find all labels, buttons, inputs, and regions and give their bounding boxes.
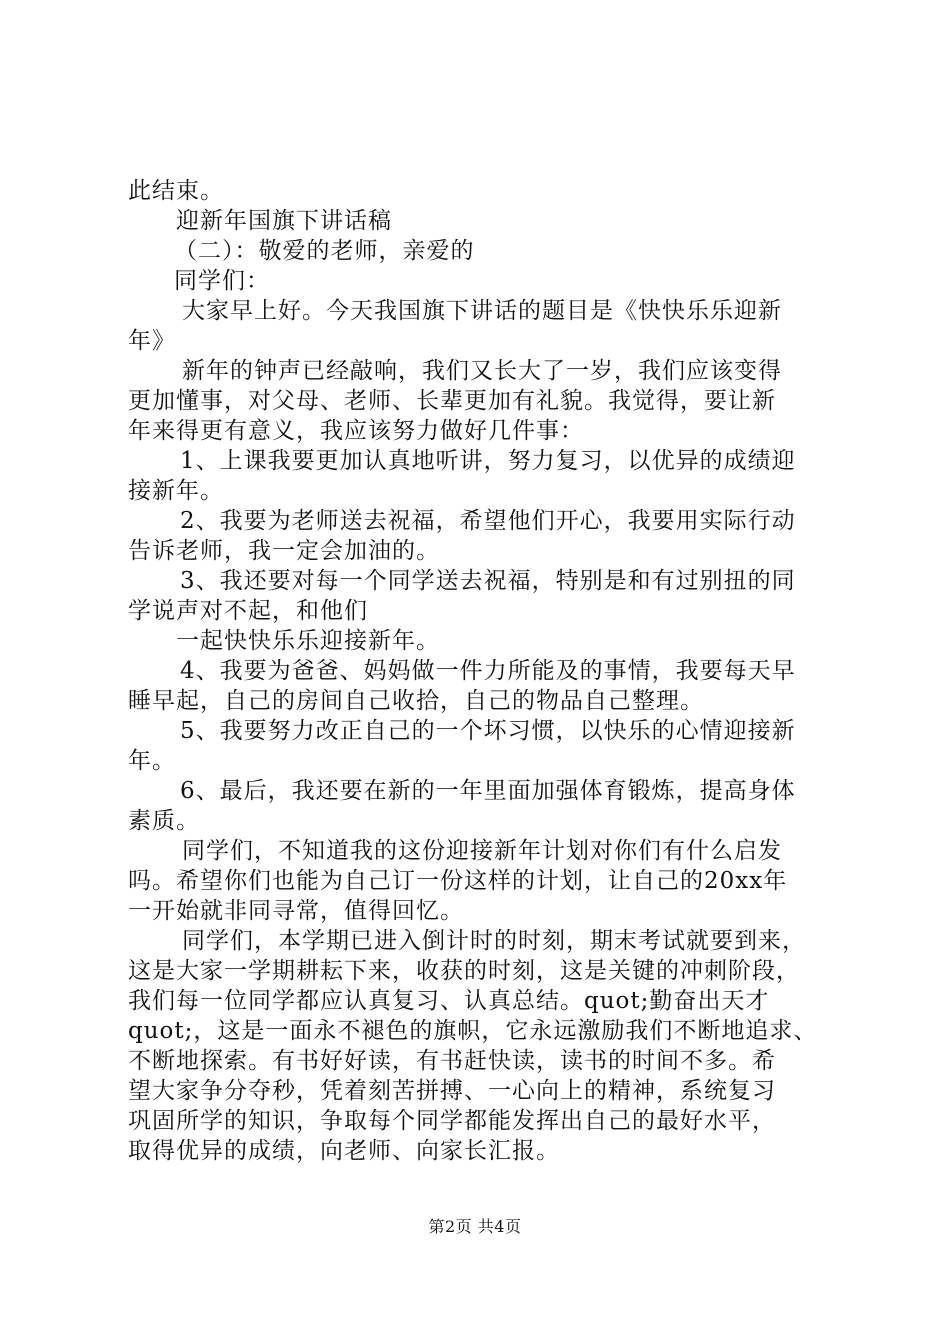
list-item: 3、我还要对每一个同学送去祝福，特别是和有过别扭的同 [180, 568, 796, 594]
text-line: 一起快快乐乐迎接新年。 [176, 628, 440, 654]
text-line: 告诉老师，我一定会加油的。 [128, 538, 440, 564]
section-title: 迎新年国旗下讲话稿 [176, 208, 392, 234]
text-line: quot;，这是一面永不褪色的旗帜，它永远激励我们不断地追求、 [128, 1018, 818, 1044]
text-line: 年》 [128, 328, 176, 354]
list-item: 4、我要为爸爸、妈妈做一件力所能及的事情，我要每天早 [180, 658, 796, 684]
text-line: 学说声对不起，和他们 [128, 598, 368, 624]
text-line: （二）：敬爱的老师，亲爱的 [174, 238, 475, 264]
text-line: 望大家争分夺秒，凭着刻苦拼搏、一心向上的精神，系统复习 [128, 1078, 776, 1104]
text-line: 同学们，本学期已进入倒计时的时刻，期末考试就要到来， [182, 928, 806, 954]
text-line: 睡早起，自己的房间自己收拾，自己的物品自己整理。 [128, 688, 704, 714]
text-line: 同学们： [174, 268, 270, 294]
text-line: 素质。 [128, 808, 200, 834]
text-line: 吗。希望你们也能为自己订一份这样的计划，让自己的20xx年 [128, 868, 788, 894]
text-line: 年。 [128, 748, 176, 774]
text-line: 这是大家一学期耕耘下来，收获的时刻，这是关键的冲刺阶段， [128, 958, 800, 984]
text-line: 此结束。 [128, 178, 224, 204]
text-line: 巩固所学的知识，争取每个同学都能发挥出自己的最好水平， [128, 1108, 776, 1134]
page-number-footer: 第2页 共4页 [428, 1217, 522, 1236]
list-item: 1、上课我要更加认真地听讲，努力复习，以优异的成绩迎 [180, 448, 796, 474]
text-line: 大家早上好。今天我国旗下讲话的题目是《快快乐乐迎新 [182, 298, 782, 324]
text-line: 年来得更有意义，我应该努力做好几件事： [128, 418, 584, 444]
list-item: 5、我要努力改正自己的一个坏习惯，以快乐的心情迎接新 [180, 718, 796, 744]
document-body [128, 176, 838, 1166]
text-line: 同学们，不知道我的这份迎接新年计划对你们有什么启发 [182, 838, 782, 864]
text-line: 取得优异的成绩，向老师、向家长汇报。 [128, 1138, 560, 1164]
text-line: 不断地探索。有书好好读，有书赶快读，读书的时间不多。希 [128, 1048, 776, 1074]
list-item: 6、最后，我还要在新的一年里面加强体育锻炼，提高身体 [180, 778, 796, 804]
text-line: 我们每一位同学都应认真复习、认真总结。quot;勤奋出天才 [128, 988, 770, 1014]
text-line: 新年的钟声已经敲响，我们又长大了一岁，我们应该变得 [182, 358, 782, 384]
list-item: 2、我要为老师送去祝福，希望他们开心，我要用实际行动 [180, 508, 796, 534]
text-line: 更加懂事，对父母、老师、长辈更加有礼貌。我觉得，要让新 [128, 388, 776, 414]
text-line: 接新年。 [128, 478, 224, 504]
text-line: 一开始就非同寻常，值得回忆。 [128, 898, 464, 924]
